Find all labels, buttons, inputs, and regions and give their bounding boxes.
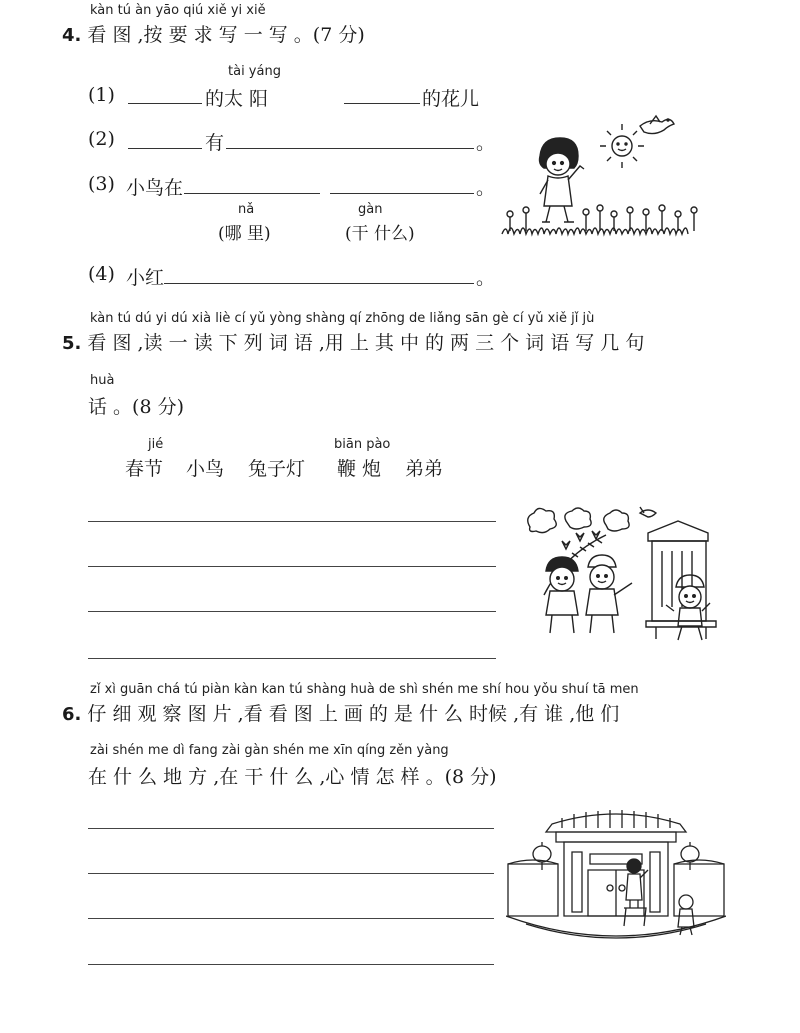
q4-item3-hint2-pinyin: gàn <box>358 202 383 217</box>
q4-item3-blank-where[interactable] <box>184 193 320 194</box>
q6-line2: 在 什 么 地 方 ,在 干 什 么 ,心 情 怎 样 。(8 分) <box>88 766 497 788</box>
q5-word-pinyin-jie: jié <box>148 437 164 452</box>
q4-item4-end: 。 <box>476 267 496 289</box>
q4-item2-blank-a[interactable] <box>128 148 202 149</box>
q6-writing-line-3[interactable] <box>88 918 494 919</box>
q5-writing-line-3[interactable] <box>88 611 496 612</box>
q6-number: 6. <box>62 704 82 725</box>
bird-icon <box>640 507 656 517</box>
gate-couplets-illustration <box>506 802 726 944</box>
q4-pinyin: kàn tú àn yāo qiú xiě yi xiě <box>90 3 266 18</box>
q5-pinyin-line1: kàn tú dú yi dú xià liè cí yǔ yòng shàng qí zhōng de liǎng sān gè cí yǔ xiě jǐ jù <box>90 311 595 326</box>
q5-line2: 话 。(8 分) <box>88 396 184 418</box>
q6-line1: 仔 细 观 察 图 片 ,看 看 图 上 画 的 是 什 么 时候 ,有 谁 ,他 们 <box>87 703 620 725</box>
q4-item2-blank-b[interactable] <box>226 148 474 149</box>
q4-item1-pinyin: tài yáng <box>228 64 281 79</box>
q5-writing-line-4[interactable] <box>88 658 496 659</box>
q5-title-row <box>62 328 644 355</box>
q4-item1-text-b: 的花儿 <box>422 88 480 110</box>
q6-pinyin-line2: zài shén me dì fang zài gàn shén me xīn qíng zěn yàng <box>90 743 449 758</box>
q4-item1-text-a: 的太 阳 <box>205 88 269 110</box>
q4-number: 4. <box>62 25 82 46</box>
q6-writing-line-2[interactable] <box>88 873 494 874</box>
q5-pinyin-line2: huà <box>90 373 115 388</box>
q5-word-pinyin-bianpao: biān pào <box>334 437 391 452</box>
house-icon <box>646 521 716 639</box>
q5-word-3: 兔子灯 <box>248 458 306 480</box>
q4-item2-end: 。 <box>476 132 496 154</box>
girl-sun-bird-illustration <box>500 108 710 240</box>
flowers-icon <box>502 205 697 234</box>
q6-title-row <box>62 699 619 726</box>
girl-icon <box>540 138 585 222</box>
q5-writing-line-1[interactable] <box>88 521 496 522</box>
q4-item3-hint1: (哪 里) <box>218 224 271 244</box>
q5-line1: 看 图 ,读 一 读 下 列 词 语 ,用 上 其 中 的 两 三 个 词 语 写 几 句 <box>87 332 645 354</box>
q5-word-1: 春节 <box>125 458 164 480</box>
q5-word-2: 小鸟 <box>186 458 225 480</box>
q4-item4-blank[interactable] <box>164 283 474 284</box>
bird-icon <box>640 116 674 134</box>
q4-item3-text-a: 小鸟在 <box>126 177 184 199</box>
child-icon <box>546 557 578 633</box>
q5-writing-line-2[interactable] <box>88 566 496 567</box>
q4-item3-blank-doing[interactable] <box>330 193 474 194</box>
roof-icon <box>546 810 686 842</box>
gate-icon <box>564 842 668 916</box>
q5-number: 5. <box>62 333 82 354</box>
q4-item3-hint1-pinyin: nǎ <box>238 202 255 217</box>
child-icon <box>586 555 632 633</box>
q6-pinyin-line1: zǐ xì guān chá tú piàn kàn kan tú shàng huà de shì shén me shí hou yǒu shuí tā men <box>90 682 639 697</box>
sun-icon <box>600 124 644 168</box>
q4-item3-end: 。 <box>476 177 496 199</box>
q4-item3-hint2: (干 什么) <box>345 224 415 244</box>
children-firecrackers-illustration <box>516 505 720 647</box>
q4-title-row <box>62 20 365 47</box>
q4-item2-text-a: 有 <box>205 132 225 154</box>
q6-writing-line-1[interactable] <box>88 828 494 829</box>
q5-word-4: 鞭 炮 <box>337 458 382 480</box>
q4-item1-label: (1) <box>88 84 115 106</box>
q4-item1-blank-b[interactable] <box>344 103 420 104</box>
q4-item4-label: (4) <box>88 263 115 285</box>
q5-word-5: 弟弟 <box>405 458 444 480</box>
q4-item1-blank-a[interactable] <box>128 103 202 104</box>
q4-item2-label: (2) <box>88 128 115 150</box>
tree-icon <box>528 508 629 533</box>
q4-item3-label: (3) <box>88 173 115 195</box>
q4-item4-text-a: 小红 <box>126 267 165 289</box>
q6-writing-line-4[interactable] <box>88 964 494 965</box>
q4-title: 看 图 ,按 要 求 写 一 写 。(7 分) <box>87 24 365 46</box>
